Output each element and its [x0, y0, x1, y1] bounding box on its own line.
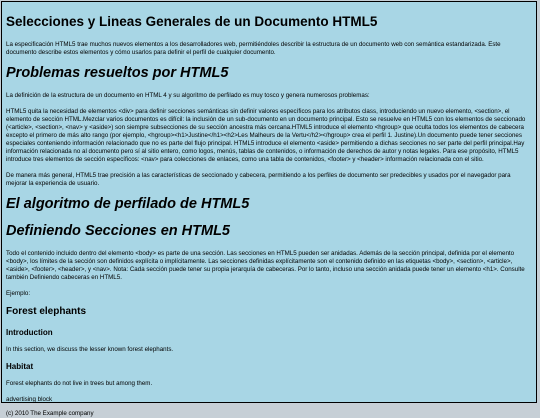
problems-paragraph-3: De manera más general, HTML5 trae precisión a las características de seccionado y cabecera, permitiendo a los perfiles de documento ser predecibles y usados por el navegador para mejorar la experiencia de usuario. — [6, 172, 511, 187]
problems-paragraph-1: La definición de la estructura de un documento en HTML 4 y su algoritmo de perfilado es muy tosco y genera numerosos problemas: — [6, 92, 370, 99]
problems-heading: Problemas resueltos por HTML5 — [6, 65, 229, 81]
copyright-text: (c) 2010 The Example company — [6, 410, 94, 417]
document-page — [1, 1, 537, 417]
defining-heading: Definiendo Secciones en HTML5 — [6, 223, 230, 239]
algorithm-heading: El algoritmo de perfilado de HTML5 — [6, 196, 250, 212]
example-title: Forest elephants — [6, 306, 87, 317]
example-habitat-text: Forest elephants do not live in trees but among them. — [6, 380, 153, 387]
advertising-block: advertising block — [6, 396, 53, 403]
example-intro-text: In this section, we discuss the lesser known forest elephants. — [6, 346, 174, 353]
example-intro-heading: Introduction — [6, 328, 53, 337]
page-title: Selecciones y Lineas Generales de un Documento HTML5 — [6, 14, 378, 29]
example-label: Ejemplo: — [6, 290, 31, 297]
example-habitat-heading: Habitat — [6, 362, 34, 371]
defining-paragraph: Todo el contenido incluido dentro del elemento <body> es parte de una sección. Las secciones en HTML5 pueden ser anidadas. Además de la sección principal, definida por el elemento <body>, los límites de la sección son definidos explícita o implícitamente. Las secciones definidas explícitamente son el contenido definido en las etiquetas <body>, <section>, <article>, <aside>, <footer>, <header>, y <nav>. Nota: Cada sección puede tener su propia jerarquía de cabeceras. Por lo tanto, incluso una sección anidada puede tener un elemento <h1>. Consulte también Definiendo cabeceras en HTML5. — [6, 250, 525, 281]
intro-paragraph: La especificación HTML5 trae muchos nuevos elementos a los desarrolladores web, permitiéndoles describir la estructura de un documento web con semántica estandarizada. Este documento describe estos elementos y cómo usarlos para definir el perfil de cualquier documento. — [6, 41, 501, 56]
problems-paragraph-2: HTML5 quita la necesidad de elementos <div> para definir secciones semánticas sin definir valores específicos para los atributos class, introduciendo un nuevo elemento, <section>, el elemento de sección HTML.Mezclar varios documentos es difícil: la inclusión de un sub-documento en un documento principal. Esto se resuelve en HTML5 con los elementos de seccionado (<article>, <section>, <nav> y <aside>) son siempre subsecciones de su sección ancestra más cercana.HTML5 introduce el elemento <hgroup> que oculta todos los elementos de cabecera excepto el primero de más alto rango (por ejemplo, <hgroup><h1>Justine</h1><h2>Les Malheurs de la Vertu</h2></hgroup> crea el perfil 1. Justine).Un documento puede tener secciones especiales conteniendo información relacionado que no es parte del flujo principal. HTML5 introduce el elemento <aside> permitiendo a dichas secciones no ser parte del perfil principal.Hay información relacionada no al documento pero sí al sitio entero, como logos, menús, tablas de contenidos, o información de derechos de autor y notas legales. Para ese propósito, HTML5 introduce tres elementos de sección específicos: <nav> para colecciones de enlaces, como una tabla de contenidos, <footer> y <header> información relacionada con el sitio. — [6, 108, 526, 163]
